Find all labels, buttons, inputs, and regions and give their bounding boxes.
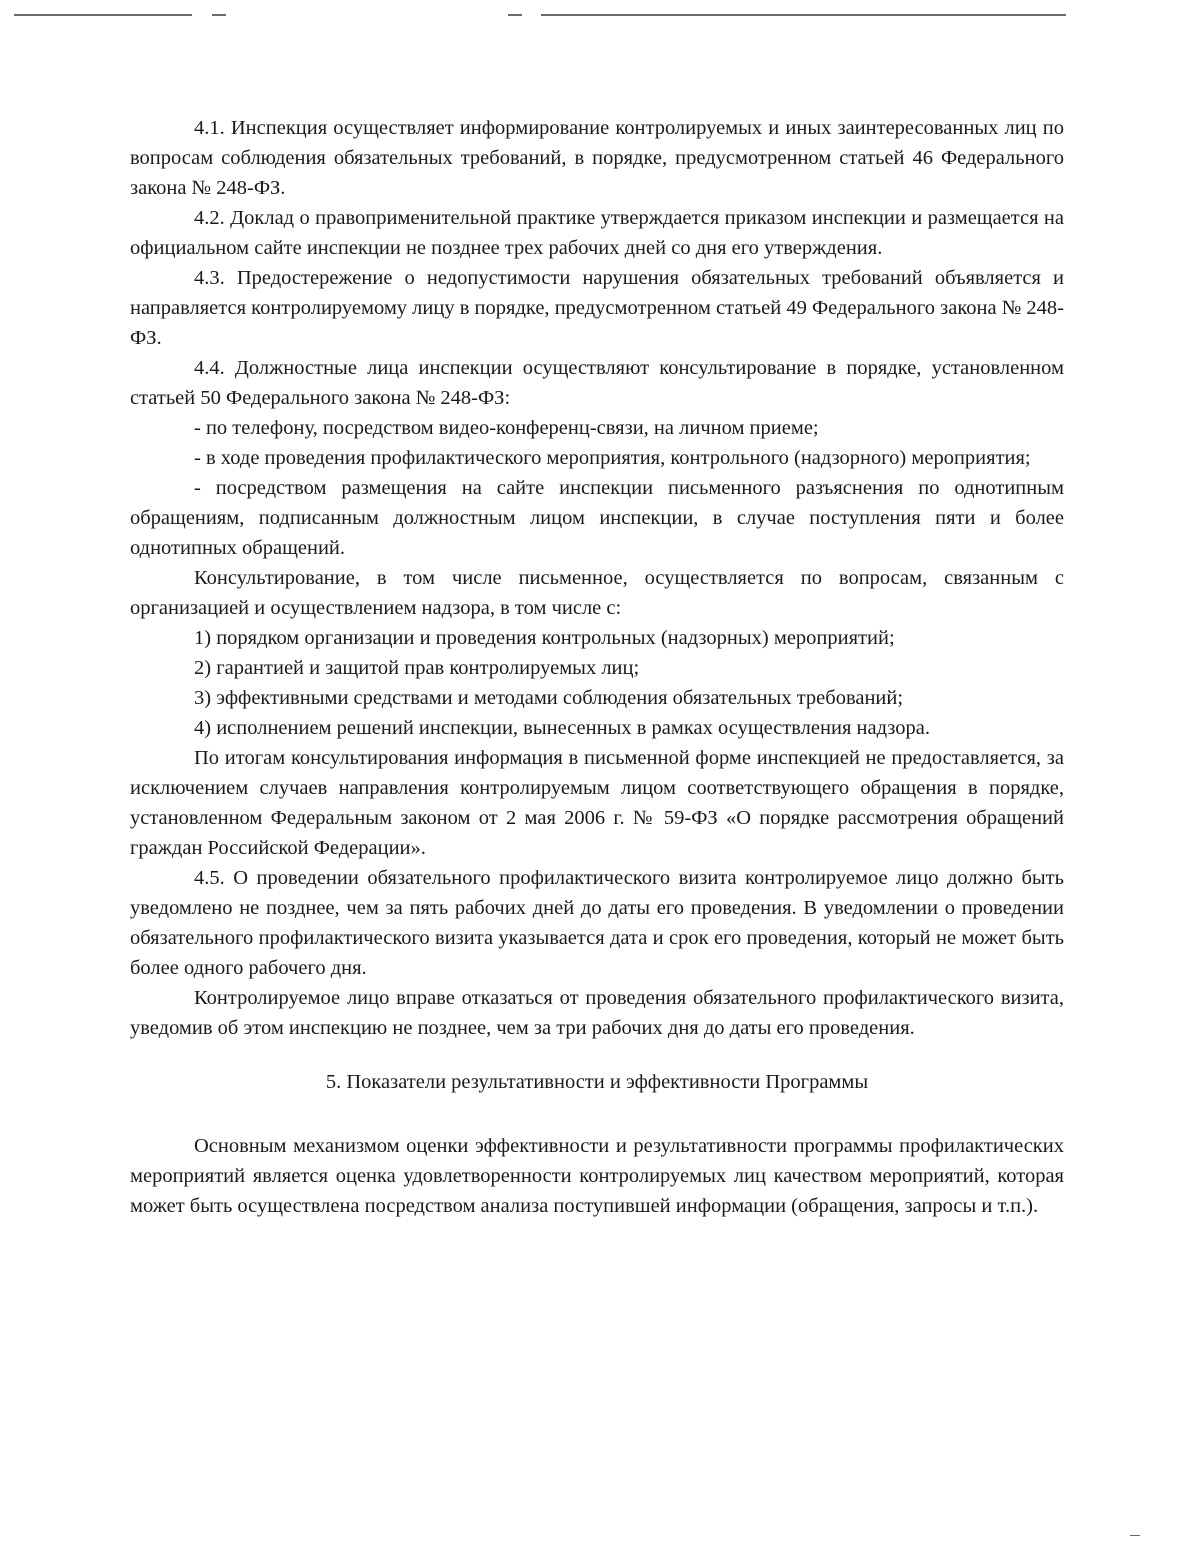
paragraph-4-1: 4.1. Инспекция осуществляет информирование контролируемых и иных заинтересованных лиц по вопросам соблюдения обязательных требований, в порядке, предусмотренном статьей 46 Федерального закона № 248-ФЗ. [130, 117, 1064, 199]
list-item-event: - в ходе проведения профилактического мероприятия, контрольного (надзорного) мероприятия; [194, 447, 1031, 469]
paragraph-consulting-results: По итогам консультирования информация в письменной форме инспекцией не предоставляется, за исключением случаев направления контролируемым лицом соответствующего обращения в порядке, установленном Федеральным законом от 2 мая 2006 г. № 59-ФЗ «О порядке рассмотрения обращений граждан Российской Федерации». [130, 747, 1064, 859]
scan-artifact-line [508, 14, 522, 16]
paragraph-4-2: 4.2. Доклад о правоприменительной практике утверждается приказом инспекции и размещается на официальном сайте инспекции не позднее трех рабочих дней со дня его утверждения. [130, 207, 1064, 259]
paragraph-4-3: 4.3. Предостережение о недопустимости нарушения обязательных требований объявляется и направляется контролируемому лицу в порядке, предусмотренном статьей 49 Федерального закона № 248-ФЗ. [130, 267, 1064, 349]
scan-artifact-line [212, 14, 226, 16]
list-item-phone: - по телефону, посредством видео-конференц-связи, на личном приеме; [194, 417, 819, 439]
paragraph-4-5: 4.5. О проведении обязательного профилактического визита контролируемое лицо должно быть уведомлено не позднее, чем за пять рабочих дней до даты его проведения. В уведомлении о проведении обязательного профилактического визита указывается дата и срок его проведения, который не может быть более одного рабочего дня. [130, 867, 1064, 979]
paragraph-section-5: Основным механизмом оценки эффективности и результативности программы профилактических мероприятий является оценка удовлетворенности контролируемых лиц качеством мероприятий, которая может быть осуществлена посредством анализа поступившей информации (обращения, запросы и т.п.). [130, 1135, 1064, 1217]
numbered-item-4: 4) исполнением решений инспекции, вынесенных в рамках осуществления надзора. [194, 717, 930, 739]
scan-artifact-line [1130, 1535, 1140, 1536]
section-5-heading: 5. Показатели результативности и эффективности Программы [325, 1071, 869, 1093]
scan-artifact-line [14, 14, 192, 16]
numbered-item-3: 3) эффективными средствами и методами соблюдения обязательных требований; [194, 687, 904, 709]
paragraph-4-4: 4.4. Должностные лица инспекции осуществляют консультирование в порядке, установленном статьей 50 Федерального закона № 248-ФЗ: [130, 357, 1064, 409]
document-body [130, 113, 1064, 1221]
scan-artifact-line [541, 14, 1066, 16]
list-item-website: - посредством размещения на сайте инспекции письменного разъяснения по однотипным обращениям, подписанным должностным лицом инспекции, в случае поступления пяти и более однотипных обращений. [130, 477, 1064, 559]
paragraph-consulting: Консультирование, в том числе письменное, осуществляется по вопросам, связанным с организацией и осуществлением надзора, в том числе с: [130, 567, 1064, 619]
paragraph-refusal: Контролируемое лицо вправе отказаться от проведения обязательного профилактического визита, уведомив об этом инспекцию не позднее, чем за три рабочих дня до даты его проведения. [130, 987, 1064, 1039]
numbered-item-1: 1) порядком организации и проведения контрольных (надзорных) мероприятий; [194, 627, 895, 649]
numbered-item-2: 2) гарантией и защитой прав контролируемых лиц; [194, 657, 640, 679]
